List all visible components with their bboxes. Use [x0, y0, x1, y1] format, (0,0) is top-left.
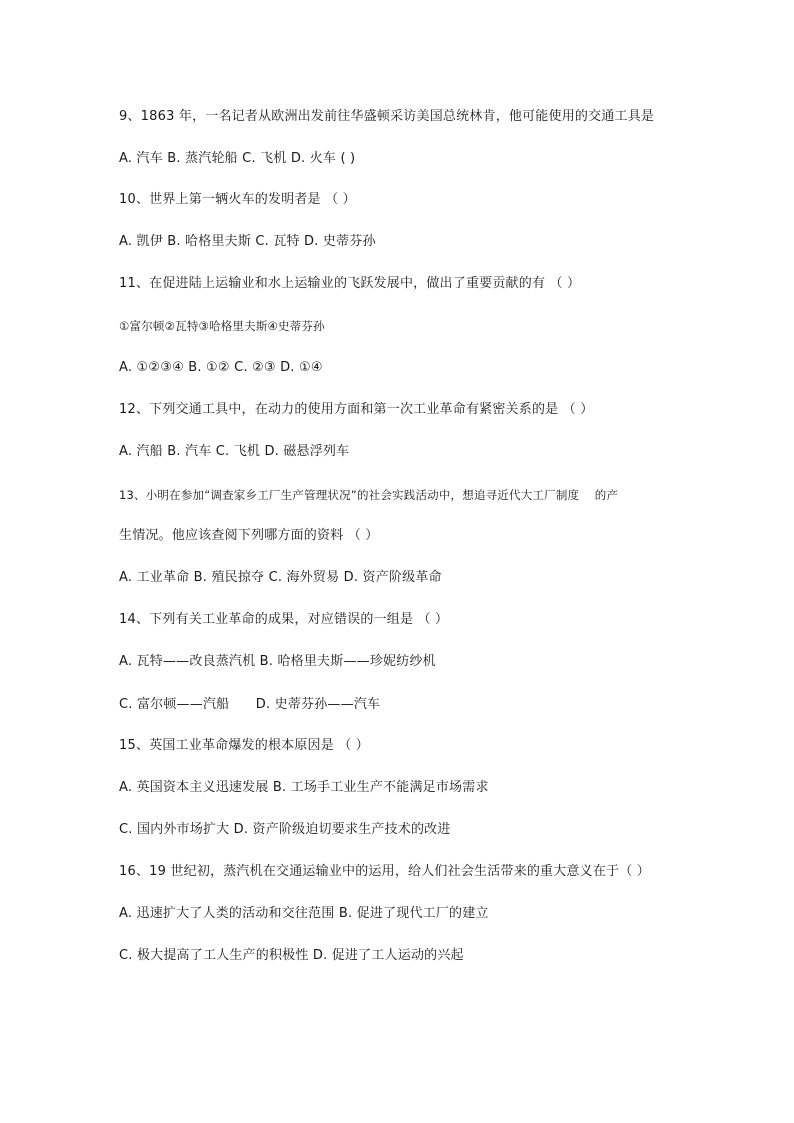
question-14-options-cd: C. 富尔顿——汽船 D. 史蒂芬孙——汽车 — [119, 697, 381, 712]
question-15-options-cd: C. 国内外市场扩大 D. 资产阶级迫切要求生产技术的改进 — [119, 822, 451, 837]
question-12-options: A. 汽船 B. 汽车 C. 飞机 D. 磁悬浮列车 — [119, 444, 350, 459]
question-13-stem-line-1: 13、小明在参加“调查家乡工厂生产管理状况”的社会实践活动中，想追寻近代大工厂制度 的产 — [119, 488, 619, 502]
question-9-stem: 9、1863 年，一名记者从欧洲出发前往华盛顿采访美国总统林肯，他可能使用的交通工具是 — [119, 109, 655, 124]
question-14-options-ab: A. 瓦特——改良蒸汽机 B. 哈格里夫斯——珍妮纺纱机 — [119, 654, 436, 669]
question-16-options-ab: A. 迅速扩大了人类的活动和交往范围 B. 促进了现代工厂的建立 — [119, 906, 489, 921]
question-16-stem: 16、19 世纪初，蒸汽机在交通运输业中的运用，给人们社会生活带来的重大意义在于（ ） — [119, 864, 650, 879]
question-16-options-cd: C. 极大提高了工人生产的积极性 D. 促进了工人运动的兴起 — [119, 948, 464, 963]
question-12-stem: 12、下列交通工具中，在动力的使用方面和第一次工业革命有紧密关系的是 （ ） — [119, 402, 594, 417]
question-11-options: A. ①②③④ B. ①② C. ②③ D. ①④ — [119, 360, 323, 375]
question-11-stem: 11、在促进陆上运输业和水上运输业的飞跃发展中，做出了重要贡献的有 （ ） — [119, 276, 581, 291]
question-9-options: A. 汽车 B. 蒸汽轮船 C. 飞机 D. 火车 ( ) — [119, 151, 356, 166]
question-14-stem: 14、下列有关工业革命的成果，对应错误的一组是 （ ） — [119, 612, 449, 627]
question-11-items: ①富尔顿②瓦特③哈格里夫斯④史蒂芬孙 — [119, 319, 325, 333]
question-15-stem: 15、英国工业革命爆发的根本原因是 （ ） — [119, 738, 370, 753]
question-13-stem-line-2: 生情况。他应该查阅下列哪方面的资料 （ ） — [119, 528, 379, 543]
question-15-options-ab: A. 英国资本主义迅速发展 B. 工场手工业生产不能满足市场需求 — [119, 780, 489, 795]
question-10-stem: 10、世界上第一辆火车的发明者是 （ ） — [119, 192, 356, 207]
question-13-options: A. 工业革命 B. 殖民掠夺 C. 海外贸易 D. 资产阶级革命 — [119, 570, 442, 585]
question-10-options: A. 凯伊 B. 哈格里夫斯 C. 瓦特 D. 史蒂芬孙 — [119, 234, 376, 249]
